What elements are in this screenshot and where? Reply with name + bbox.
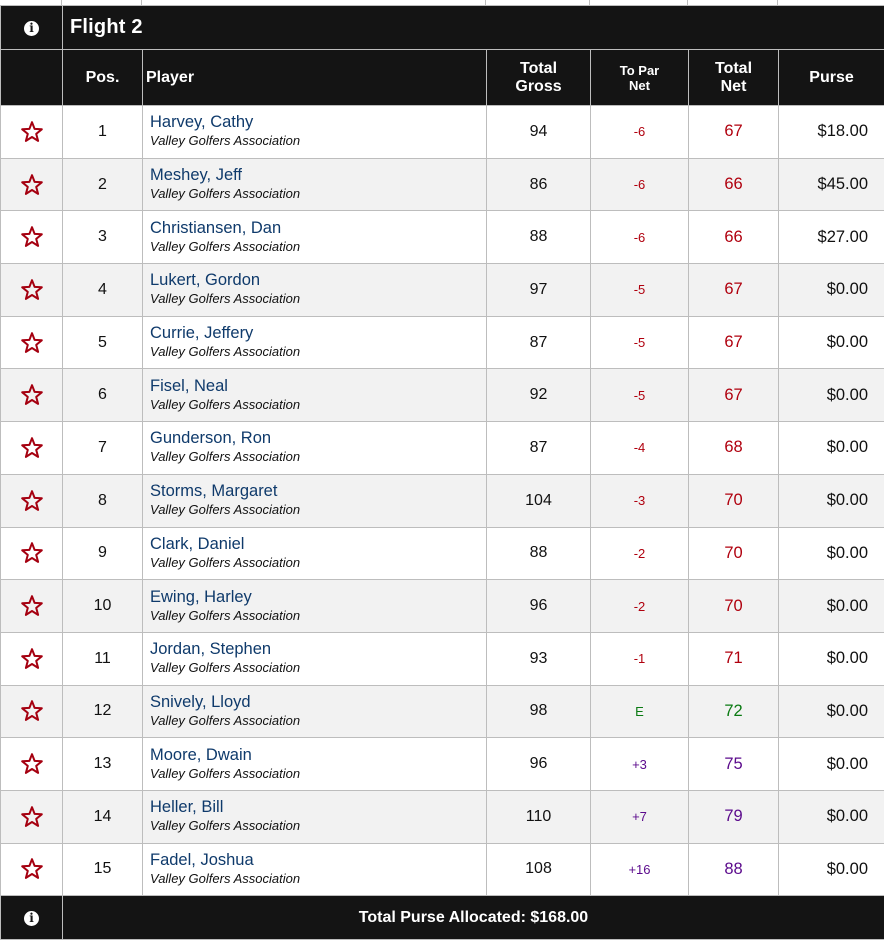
- player-name-link[interactable]: Ewing, Harley: [150, 587, 252, 606]
- total-net-cell: 67: [689, 369, 779, 422]
- total-net-cell: 79: [689, 790, 779, 843]
- player-cell: [143, 474, 487, 527]
- star-outline-icon[interactable]: [1, 120, 62, 144]
- favorite-cell: [1, 158, 63, 211]
- purse-cell: $27.00: [779, 211, 884, 264]
- flight-title: Flight 2: [63, 6, 884, 50]
- player-column-header[interactable]: Player: [143, 50, 487, 106]
- player-name-link[interactable]: Fadel, Joshua: [150, 850, 254, 869]
- total-gross-cell: 88: [487, 527, 591, 580]
- to-par-net-cell: -5: [591, 369, 689, 422]
- player-cell: [143, 790, 487, 843]
- purse-cell: $0.00: [779, 632, 884, 685]
- total-gross-cell: 96: [487, 738, 591, 791]
- flight-header-row: [1, 6, 884, 50]
- player-name-link[interactable]: Snively, Lloyd: [150, 692, 251, 711]
- total-net-cell: 66: [689, 158, 779, 211]
- pos-column-header[interactable]: Pos.: [63, 50, 143, 106]
- total-gross-cell: 92: [487, 369, 591, 422]
- player-cell: [143, 738, 487, 791]
- purse-column-header[interactable]: Purse: [779, 50, 884, 106]
- player-name-link[interactable]: Jordan, Stephen: [150, 640, 272, 659]
- favorite-cell: [1, 422, 63, 475]
- position-cell: 11: [63, 632, 143, 685]
- player-cell: [143, 158, 487, 211]
- position-cell: 15: [63, 843, 143, 896]
- star-outline-icon[interactable]: [1, 699, 62, 723]
- favorite-cell: [1, 790, 63, 843]
- favorite-cell: [1, 474, 63, 527]
- table-row: [1, 422, 884, 475]
- favorite-cell: [1, 738, 63, 791]
- player-association: Valley Golfers Association: [150, 554, 301, 570]
- player-association: Valley Golfers Association: [150, 133, 301, 149]
- player-cell: [143, 264, 487, 317]
- to-par-net-cell: -5: [591, 264, 689, 317]
- star-outline-icon[interactable]: [1, 436, 62, 460]
- total-net-cell: 70: [689, 580, 779, 633]
- player-name-link[interactable]: Clark, Daniel: [150, 534, 245, 553]
- player-name-link[interactable]: Gunderson, Ron: [150, 429, 272, 448]
- player-association: Valley Golfers Association: [150, 186, 301, 202]
- player-association: Valley Golfers Association: [150, 712, 301, 728]
- footer-row: [1, 896, 884, 940]
- table-row: [1, 527, 884, 580]
- table-row: [1, 790, 884, 843]
- player-association: Valley Golfers Association: [150, 660, 301, 676]
- favorite-cell: [1, 211, 63, 264]
- table-row: [1, 264, 884, 317]
- table-row: [1, 316, 884, 369]
- player-association: Valley Golfers Association: [150, 344, 301, 360]
- table-row: [1, 843, 884, 896]
- player-name-link[interactable]: Storms, Margaret: [150, 482, 278, 501]
- table-row: [1, 632, 884, 685]
- total-gross-cell: 97: [487, 264, 591, 317]
- table-row: [1, 738, 884, 791]
- player-association: Valley Golfers Association: [150, 765, 301, 781]
- player-cell: [143, 106, 487, 159]
- position-cell: 4: [63, 264, 143, 317]
- player-association: Valley Golfers Association: [150, 607, 301, 623]
- total-net-cell: 67: [689, 264, 779, 317]
- position-cell: 14: [63, 790, 143, 843]
- total-gross-cell: 93: [487, 632, 591, 685]
- total-net-cell: 88: [689, 843, 779, 896]
- total-gross-column-header[interactable]: [487, 50, 591, 106]
- purse-cell: $0.00: [779, 843, 884, 896]
- purse-cell: $0.00: [779, 474, 884, 527]
- to-par-net-header-line2: Net: [629, 77, 650, 93]
- position-cell: 3: [63, 211, 143, 264]
- total-net-cell: 68: [689, 422, 779, 475]
- info-icon[interactable]: i: [24, 21, 39, 36]
- total-gross-cell: 98: [487, 685, 591, 738]
- purse-cell: $0.00: [779, 527, 884, 580]
- total-net-cell: 71: [689, 632, 779, 685]
- to-par-net-column-header[interactable]: [591, 50, 689, 106]
- favorite-cell: [1, 580, 63, 633]
- favorite-cell: [1, 527, 63, 580]
- purse-cell: $0.00: [779, 264, 884, 317]
- position-cell: 2: [63, 158, 143, 211]
- total-net-column-header[interactable]: [689, 50, 779, 106]
- favorite-cell: [1, 685, 63, 738]
- player-name-link[interactable]: Meshey, Jeff: [150, 166, 243, 185]
- player-association: Valley Golfers Association: [150, 291, 301, 307]
- purse-cell: $45.00: [779, 158, 884, 211]
- purse-cell: $0.00: [779, 369, 884, 422]
- position-cell: 13: [63, 738, 143, 791]
- total-gross-cell: 110: [487, 790, 591, 843]
- to-par-net-cell: -3: [591, 474, 689, 527]
- total-net-cell: 72: [689, 685, 779, 738]
- star-outline-icon[interactable]: [1, 752, 62, 776]
- purse-cell: $0.00: [779, 685, 884, 738]
- column-header-row: [1, 50, 884, 106]
- to-par-net-cell: -1: [591, 632, 689, 685]
- to-par-net-cell: -6: [591, 106, 689, 159]
- total-gross-header-line2: Gross: [515, 77, 562, 95]
- to-par-net-cell: -2: [591, 527, 689, 580]
- info-icon[interactable]: i: [24, 911, 39, 926]
- player-cell: [143, 316, 487, 369]
- total-net-cell: 67: [689, 106, 779, 159]
- player-cell: [143, 369, 487, 422]
- star-outline-icon[interactable]: [1, 225, 62, 249]
- total-gross-cell: 104: [487, 474, 591, 527]
- player-cell: [143, 580, 487, 633]
- to-par-net-cell: E: [591, 685, 689, 738]
- total-gross-cell: 94: [487, 106, 591, 159]
- to-par-net-cell: -2: [591, 580, 689, 633]
- purse-cell: $0.00: [779, 738, 884, 791]
- total-gross-cell: 88: [487, 211, 591, 264]
- position-cell: 5: [63, 316, 143, 369]
- position-cell: 7: [63, 422, 143, 475]
- position-cell: 9: [63, 527, 143, 580]
- player-cell: [143, 211, 487, 264]
- player-association: Valley Golfers Association: [150, 396, 301, 412]
- player-association: Valley Golfers Association: [150, 502, 301, 518]
- table-row: [1, 474, 884, 527]
- total-gross-cell: 108: [487, 843, 591, 896]
- to-par-net-cell: -5: [591, 316, 689, 369]
- table-row: [1, 211, 884, 264]
- player-cell: [143, 843, 487, 896]
- to-par-net-cell: +3: [591, 738, 689, 791]
- favorite-column-header: [1, 50, 63, 106]
- total-net-header-line2: Net: [720, 77, 747, 95]
- table-row: [1, 580, 884, 633]
- player-association: Valley Golfers Association: [150, 449, 301, 465]
- star-outline-icon[interactable]: [1, 278, 62, 302]
- player-association: Valley Golfers Association: [150, 238, 301, 254]
- star-outline-icon[interactable]: [1, 805, 62, 829]
- to-par-net-cell: -6: [591, 211, 689, 264]
- total-net-cell: 75: [689, 738, 779, 791]
- player-name-link[interactable]: Lukert, Gordon: [150, 271, 261, 290]
- leaderboard-table: [0, 5, 884, 940]
- player-cell: [143, 632, 487, 685]
- star-outline-icon[interactable]: [1, 173, 62, 197]
- position-cell: 1: [63, 106, 143, 159]
- player-name-link[interactable]: Christiansen, Dan: [150, 218, 282, 237]
- star-outline-icon[interactable]: [1, 541, 62, 565]
- star-outline-icon[interactable]: [1, 331, 62, 355]
- player-name-link[interactable]: Harvey, Cathy: [150, 113, 254, 132]
- player-name-link[interactable]: Currie, Jeffery: [150, 324, 254, 343]
- player-association: Valley Golfers Association: [150, 818, 301, 834]
- to-par-net-cell: +16: [591, 843, 689, 896]
- star-outline-icon[interactable]: [1, 489, 62, 513]
- total-gross-cell: 96: [487, 580, 591, 633]
- position-cell: 12: [63, 685, 143, 738]
- table-row: [1, 158, 884, 211]
- table-row: [1, 106, 884, 159]
- star-outline-icon[interactable]: [1, 857, 62, 881]
- to-par-net-cell: -6: [591, 158, 689, 211]
- player-cell: [143, 422, 487, 475]
- total-gross-cell: 86: [487, 158, 591, 211]
- favorite-cell: [1, 369, 63, 422]
- table-row: [1, 685, 884, 738]
- total-net-cell: 66: [689, 211, 779, 264]
- to-par-net-cell: -4: [591, 422, 689, 475]
- favorite-cell: [1, 843, 63, 896]
- to-par-net-cell: +7: [591, 790, 689, 843]
- purse-cell: $18.00: [779, 106, 884, 159]
- player-name-link[interactable]: Heller, Bill: [150, 798, 224, 817]
- total-net-cell: 70: [689, 527, 779, 580]
- player-association: Valley Golfers Association: [150, 870, 301, 886]
- favorite-cell: [1, 106, 63, 159]
- purse-cell: $0.00: [779, 422, 884, 475]
- star-outline-icon[interactable]: [1, 594, 62, 618]
- favorite-cell: [1, 632, 63, 685]
- player-name-link[interactable]: Moore, Dwain: [150, 745, 252, 764]
- purse-cell: $0.00: [779, 790, 884, 843]
- total-gross-cell: 87: [487, 422, 591, 475]
- total-gross-header-line1: Total: [519, 59, 558, 77]
- flight-info-cell[interactable]: [1, 6, 63, 50]
- position-cell: 8: [63, 474, 143, 527]
- total-gross-cell: 87: [487, 316, 591, 369]
- position-cell: 6: [63, 369, 143, 422]
- star-outline-icon[interactable]: [1, 647, 62, 671]
- purse-cell: $0.00: [779, 580, 884, 633]
- position-cell: 10: [63, 580, 143, 633]
- purse-cell: $0.00: [779, 316, 884, 369]
- star-outline-icon[interactable]: [1, 383, 62, 407]
- total-net-header-line1: Total: [714, 59, 753, 77]
- total-purse-allocated: Total Purse Allocated: $168.00: [63, 896, 884, 940]
- to-par-net-header-line1: To Par: [619, 62, 660, 78]
- total-net-cell: 70: [689, 474, 779, 527]
- player-name-link[interactable]: Fisel, Neal: [150, 376, 228, 395]
- favorite-cell: [1, 264, 63, 317]
- favorite-cell: [1, 316, 63, 369]
- footer-info-cell[interactable]: [1, 896, 63, 940]
- total-net-cell: 67: [689, 316, 779, 369]
- player-cell: [143, 685, 487, 738]
- table-row: [1, 369, 884, 422]
- player-cell: [143, 527, 487, 580]
